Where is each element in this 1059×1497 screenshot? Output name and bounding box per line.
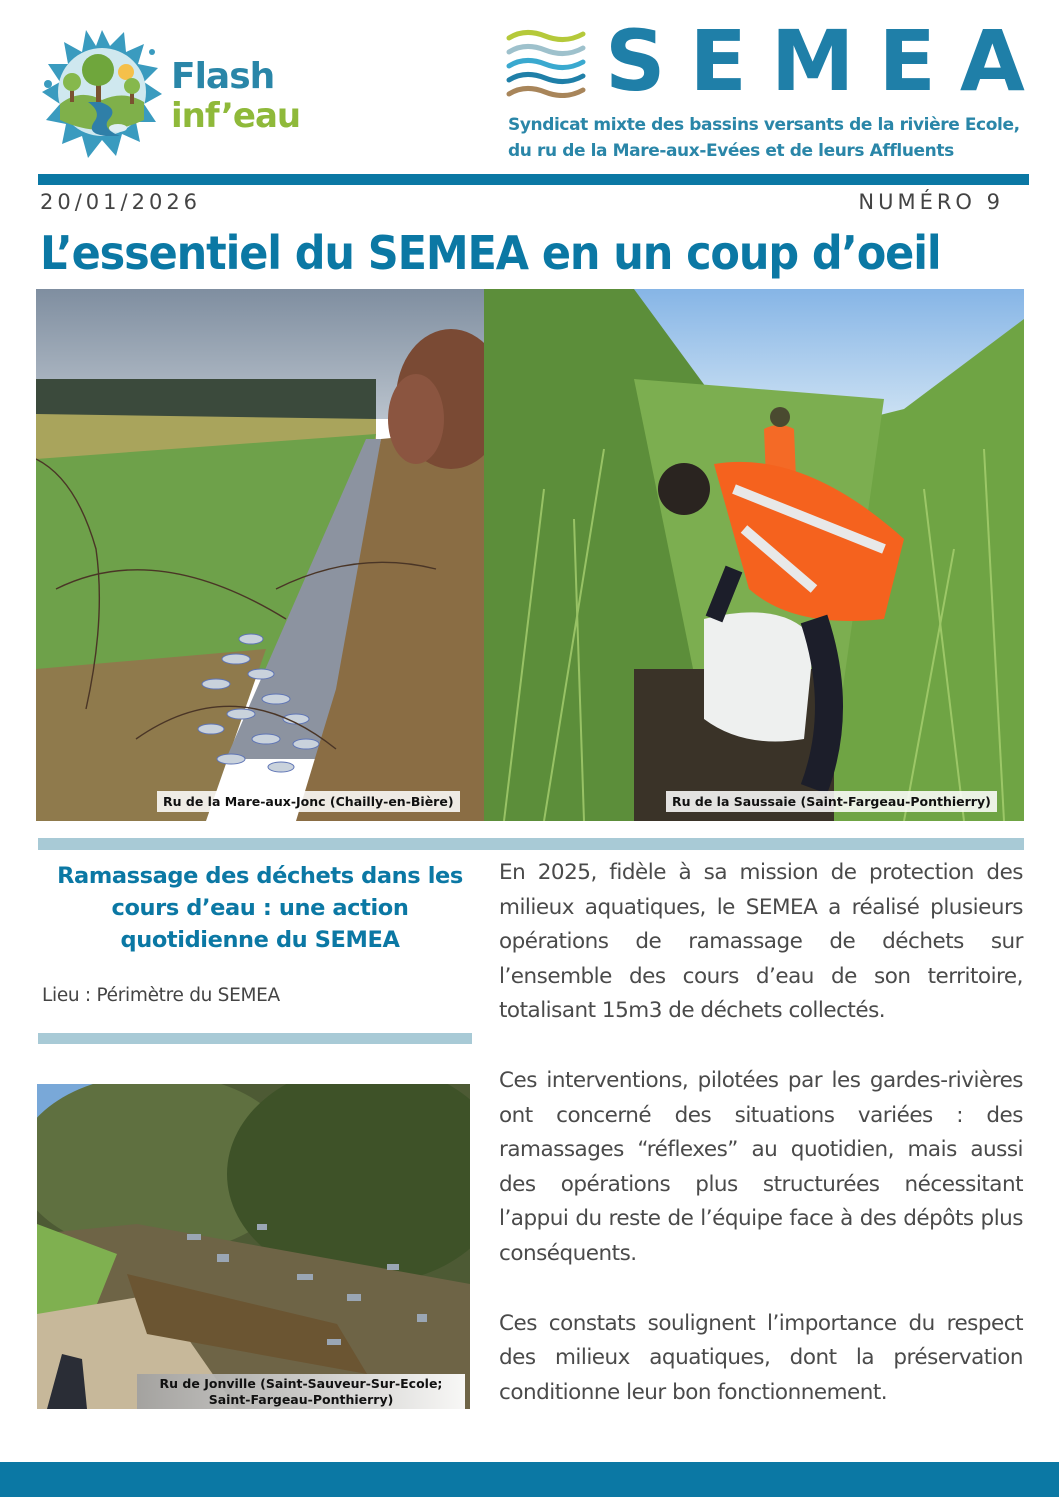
article-title: Ramassage des déchets dans les cours d’eau : une action quotidienne du SEMEA (57, 863, 463, 953)
logo-infeau-text: inf’eau (171, 96, 301, 136)
semea-subtitle (508, 112, 1033, 164)
waves-icon (505, 26, 587, 98)
page-title: L’essentiel du SEMEA en un coup d’oeil (40, 226, 941, 280)
photo-caption (137, 1374, 465, 1409)
stream-debris-photo-image (37, 1084, 470, 1409)
water-splash-landscape-icon (40, 24, 164, 162)
workers-photo-image (484, 289, 1024, 821)
section-divider (38, 838, 1024, 850)
photo-saussaie (484, 289, 1024, 821)
header-divider-bar (38, 174, 1029, 185)
photo-caption-line-2: Saint-Fargeau-Ponthierry) (208, 1392, 394, 1407)
article-paragraph: Ces constats soulignent l’importance du respect des milieux aquatiques, dont la préservation conditionne leur bon fonctionnement. (499, 1310, 1023, 1405)
issue-date: 20/01/2026 (40, 190, 202, 214)
logo-flash-text: Flash (171, 56, 275, 97)
left-column-divider (38, 1033, 472, 1044)
semea-logo (505, 12, 1049, 170)
ditch-photo-image (36, 289, 484, 821)
photo-caption-line-1: Ru de Jonville (Saint-Sauveur-Sur-Ecole; (159, 1376, 443, 1391)
photo-mare-aux-jonc (36, 289, 484, 821)
footer-bar (0, 1462, 1059, 1497)
semea-subtitle-line-1: Syndicat mixte des bassins versants de la rivière Ecole, (508, 115, 1020, 135)
semea-wordmark: SEMEA (605, 12, 1049, 110)
photo-caption: Ru de la Saussaie (Saint-Fargeau-Ponthierry) (666, 791, 997, 812)
article-paragraph: En 2025, fidèle à sa mission de protection des milieux aquatiques, le SEMEA a réalisé plusieurs opérations de ramassage de déchets sur l’ensemble des cours d’eau de son territoire, totalisant 15m3 de déchets collectés. (499, 860, 1023, 1024)
article-location: Lieu : Périmètre du SEMEA (42, 985, 280, 1006)
photo-caption: Ru de la Mare-aux-Jonc (Chailly-en-Bière) (157, 791, 460, 812)
flash-infeau-logo (38, 20, 308, 166)
issue-number: NUMÉRO 9 (858, 190, 1004, 214)
article-paragraph: Ces interventions, pilotées par les gardes-rivières ont concerné des situations variées : des ramassages “réflexes” au quotidien, mais aussi des opérations plus structurées nécessitant l’appui du reste de l’équipe face à des dépôts plus conséquents. (499, 1067, 1023, 1266)
semea-subtitle-line-2: du ru de la Mare-aux-Evées et de leurs Affluents (508, 141, 954, 161)
photo-jonville (37, 1084, 470, 1409)
article-body (499, 856, 1023, 1445)
